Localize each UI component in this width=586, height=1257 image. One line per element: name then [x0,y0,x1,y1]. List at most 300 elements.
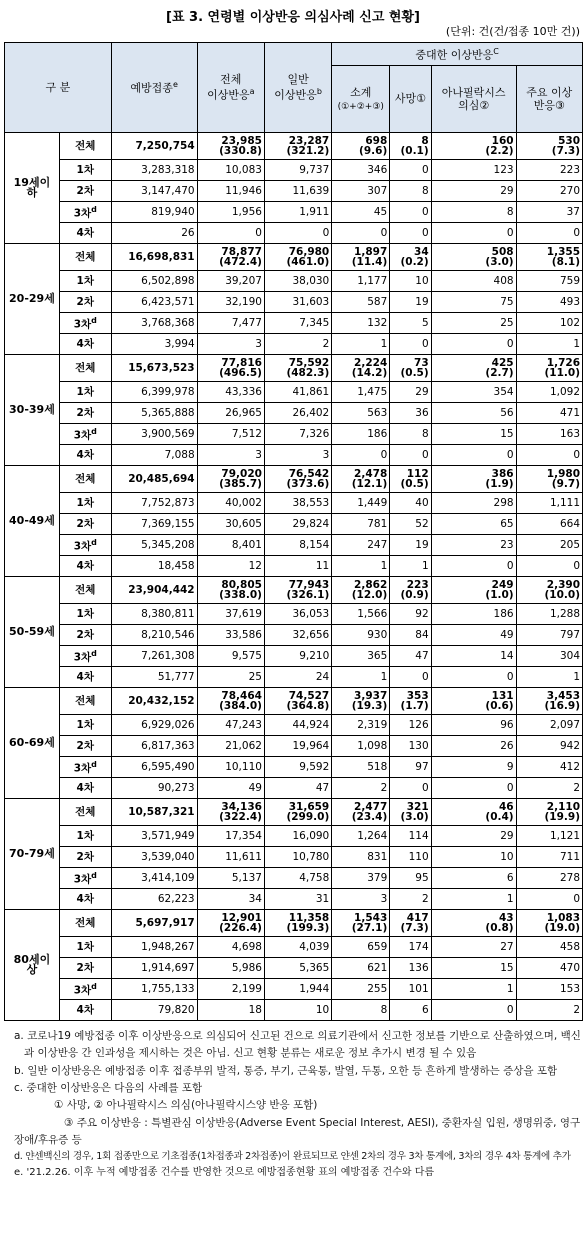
table-row [5,334,583,355]
cell-general: 4,039 [264,937,331,958]
dose-label: 1차 [59,937,111,958]
cell-major: 471 [516,403,582,424]
cell-general: 4,758 [264,868,331,889]
cell-rate: (338.0) [219,589,262,601]
cell-major: 664 [516,514,582,535]
note-c1: ① 사망, ② 아나필락시스 의심(아나필락시스양 반응 포함) [54,1099,318,1112]
dose-label: 3차$^d$ [59,313,111,334]
cell-rate: (3.0) [400,811,429,823]
cell-rate: (12.0) [351,589,388,601]
table-row [5,799,583,826]
cell-total: 40,002 [197,493,264,514]
cell-vacc: 6,423,571 [111,292,197,313]
cell-general: 5,365 [264,958,331,979]
table-row [5,826,583,847]
cell-rate: (0.1) [400,145,429,157]
cell-total: 37,619 [197,604,264,625]
cell-sub: 307 [332,181,390,202]
dose-label: 전체 [59,133,111,160]
cell-general: 41,861 [264,382,331,403]
note-d: d. 얀센백신의 경우, 1회 접종만으로 기초접종(1차접종과 2차접종)이 완료되므로 얀센 2차의 경우 3차 통계에, 3차의 경우 4차 통계에 추가 [14,1151,571,1163]
cell-general: 47 [264,778,331,799]
cell-major: 0 [516,556,582,577]
cell-vacc: 1,914,697 [111,958,197,979]
age-group-label: 80세이 상 [5,910,60,1021]
cell-vacc: 7,261,308 [111,646,197,667]
cell-general: 77,943 (326.1) [264,577,331,604]
cell-major: 1,092 [516,382,582,403]
cell-vacc: 7,250,754 [111,133,197,160]
cell-general: 76,542 (373.6) [264,466,331,493]
cell-sub: 1 [332,667,390,688]
cell-rate: (0.5) [400,367,429,379]
cell-general: 9,592 [264,757,331,778]
cell-total: 26,965 [197,403,264,424]
cell-total: 21,062 [197,736,264,757]
dose-label: 4차 [59,223,111,244]
cell-sub: 831 [332,847,390,868]
cell-death: 110 [390,847,431,868]
cell-sub: 1,098 [332,736,390,757]
cell-general: 10,780 [264,847,331,868]
cell-death: 2 [390,889,431,910]
cell-major: 1,121 [516,826,582,847]
cell-rate: (9.7) [551,478,580,490]
table-row [5,160,583,181]
table-row [5,535,583,556]
cell-general: 76,980 (461.0) [264,244,331,271]
cell-ana: 0 [431,334,516,355]
cell-sub: 2,319 [332,715,390,736]
cell-sub: 1,566 [332,604,390,625]
cell-death: 73 (0.5) [390,355,431,382]
cell-vacc: 20,432,152 [111,688,197,715]
table-row [5,625,583,646]
cell-sub: 0 [332,445,390,466]
cell-vacc: 5,697,917 [111,910,197,937]
cell-major: 1,111 [516,493,582,514]
cell-ana: 0 [431,778,516,799]
cell-sub: 781 [332,514,390,535]
cell-vacc: 3,283,318 [111,160,197,181]
cell-major: 470 [516,958,582,979]
cell-rate: (14.2) [351,367,388,379]
cell-death: 97 [390,757,431,778]
cell-death: 130 [390,736,431,757]
cell-total: 23,985 (330.8) [197,133,264,160]
cell-ana: 46 (0.4) [431,799,516,826]
cell-sub: 365 [332,646,390,667]
cell-vacc: 7,752,873 [111,493,197,514]
adverse-events-table [4,42,583,1021]
cell-rate: (330.8) [219,145,262,157]
cell-rate: (226.4) [219,922,262,934]
cell-rate: (0.5) [400,478,429,490]
table-row [5,313,583,334]
cell-rate: (199.3) [286,922,330,934]
cell-death: 0 [390,202,431,223]
cell-general: 32,656 [264,625,331,646]
cell-general: 23,287 (321.2) [264,133,331,160]
table-row [5,202,583,223]
cell-sub: 1 [332,334,390,355]
cell-total: 0 [197,223,264,244]
table-row [5,910,583,937]
cell-death: 19 [390,292,431,313]
cell-total: 17,354 [197,826,264,847]
dose-label: 2차 [59,292,111,313]
cell-total: 34,136 (322.4) [197,799,264,826]
cell-ana: 43 (0.8) [431,910,516,937]
cell-death: 36 [390,403,431,424]
cell-rate: (326.1) [286,589,330,601]
table-row [5,778,583,799]
cell-general: 44,924 [264,715,331,736]
cell-major: 1,355 (8.1) [516,244,582,271]
table-row [5,382,583,403]
cell-vacc: 51,777 [111,667,197,688]
cell-general: 1,944 [264,979,331,1000]
cell-rate: (2.7) [485,367,514,379]
header-total-ae: 전체 이상반응$^a$ [197,43,264,133]
table-row [5,466,583,493]
cell-general: 1,911 [264,202,331,223]
cell-general: 38,030 [264,271,331,292]
cell-sub: 1,543 (27.1) [332,910,390,937]
cell-total: 3 [197,334,264,355]
cell-vacc: 3,571,949 [111,826,197,847]
cell-ana: 15 [431,424,516,445]
cell-rate: (9.6) [359,145,388,157]
cell-general: 10 [264,1000,331,1021]
cell-total: 5,137 [197,868,264,889]
cell-general: 31 [264,889,331,910]
cell-vacc: 6,817,363 [111,736,197,757]
cell-vacc: 23,904,442 [111,577,197,604]
dose-label: 4차 [59,667,111,688]
cell-total: 78,464 (384.0) [197,688,264,715]
cell-major: 1 [516,334,582,355]
cell-ana: 9 [431,757,516,778]
cell-vacc: 26 [111,223,197,244]
dose-label: 1차 [59,604,111,625]
cell-rate: (19.0) [544,922,580,934]
cell-death: 8 [390,424,431,445]
cell-general: 75,592 (482.3) [264,355,331,382]
cell-sub: 45 [332,202,390,223]
cell-sub: 346 [332,160,390,181]
cell-major: 530 (7.3) [516,133,582,160]
dose-label: 2차 [59,403,111,424]
table-row [5,1000,583,1021]
cell-major: 223 [516,160,582,181]
cell-vacc: 79,820 [111,1000,197,1021]
cell-rate: (385.7) [219,478,262,490]
cell-sub: 2 [332,778,390,799]
cell-vacc: 3,147,470 [111,181,197,202]
dose-label: 전체 [59,244,111,271]
cell-general: 7,345 [264,313,331,334]
dose-label: 2차 [59,847,111,868]
dose-label: 전체 [59,799,111,826]
cell-major: 2,097 [516,715,582,736]
cell-general: 2 [264,334,331,355]
cell-total: 39,207 [197,271,264,292]
table-row [5,667,583,688]
cell-rate: (2.2) [485,145,514,157]
cell-general: 31,603 [264,292,331,313]
cell-sub: 1,897 (11.4) [332,244,390,271]
cell-sub: 2,478 (12.1) [332,466,390,493]
cell-rate: (0.9) [400,589,429,601]
cell-ana: 96 [431,715,516,736]
table-row [5,757,583,778]
cell-vacc: 7,369,155 [111,514,197,535]
table-row [5,577,583,604]
dose-label: 1차 [59,160,111,181]
cell-death: 223 (0.9) [390,577,431,604]
dose-label: 전체 [59,577,111,604]
cell-general: 9,737 [264,160,331,181]
cell-vacc: 20,485,694 [111,466,197,493]
note-a: a. 코로나19 예방접종 이후 이상반응으로 의심되어 신고된 건으로 의료기관에서 신고한 정보를 기반으로 산출하였으며, 백신과 이상반응 간 인과성을 제시하는 것은 아님. 신고 현황 분류는 새로운 정보 추가시 변경 될 수 있음 [14,1030,581,1060]
cell-ana: 26 [431,736,516,757]
cell-vacc: 3,414,109 [111,868,197,889]
cell-rate: (322.4) [219,811,262,823]
cell-major: 270 [516,181,582,202]
header-serious-ae: 중대한 이상반응$^C$ [332,43,583,66]
cell-death: 353 (1.7) [390,688,431,715]
cell-death: 126 [390,715,431,736]
cell-death: 0 [390,667,431,688]
cell-general: 38,553 [264,493,331,514]
cell-death: 29 [390,382,431,403]
cell-death: 40 [390,493,431,514]
cell-vacc: 3,539,040 [111,847,197,868]
cell-vacc: 8,380,811 [111,604,197,625]
cell-vacc: 62,223 [111,889,197,910]
cell-major: 2,390 (10.0) [516,577,582,604]
cell-general: 26,402 [264,403,331,424]
cell-sub: 2,862 (12.0) [332,577,390,604]
cell-death: 0 [390,334,431,355]
cell-total: 79,020 (385.7) [197,466,264,493]
cell-total: 80,805 (338.0) [197,577,264,604]
cell-vacc: 16,698,831 [111,244,197,271]
footnotes [4,1028,582,1182]
note-c: c. 중대한 이상반응은 다음의 사례를 포함 [14,1081,203,1094]
cell-major: 278 [516,868,582,889]
cell-major: 1,083 (19.0) [516,910,582,937]
cell-major: 304 [516,646,582,667]
cell-general: 0 [264,223,331,244]
age-group-label: 30-39세 [5,355,60,466]
cell-total: 33,586 [197,625,264,646]
cell-rate: (373.6) [286,478,330,490]
cell-ana: 298 [431,493,516,514]
cell-total: 18 [197,1000,264,1021]
cell-total: 43,336 [197,382,264,403]
table-row [5,403,583,424]
cell-ana: 0 [431,667,516,688]
table-row [5,493,583,514]
dose-label: 2차 [59,625,111,646]
age-group-label: 19세이 하 [5,133,60,244]
cell-total: 11,946 [197,181,264,202]
cell-ana: 0 [431,1000,516,1021]
cell-sub: 1,264 [332,826,390,847]
cell-sub: 132 [332,313,390,334]
cell-rate: (10.0) [544,589,580,601]
cell-general: 11,358 (199.3) [264,910,331,937]
cell-total: 9,575 [197,646,264,667]
dose-label: 전체 [59,355,111,382]
cell-death: 174 [390,937,431,958]
dose-label: 3차$^d$ [59,424,111,445]
dose-label: 4차 [59,778,111,799]
cell-ana: 56 [431,403,516,424]
cell-rate: (12.1) [351,478,388,490]
cell-total: 25 [197,667,264,688]
cell-major: 458 [516,937,582,958]
cell-rate: (23.4) [351,811,388,823]
cell-death: 8 [390,181,431,202]
cell-rate: (472.4) [219,256,262,268]
cell-major: 1 [516,667,582,688]
cell-death: 84 [390,625,431,646]
note-e: e. '21.2.26. 이후 누적 예방접종 건수를 반영한 것으로 예방접종현황 표의 예방접종 건수와 다름 [14,1167,435,1179]
cell-rate: (27.1) [351,922,388,934]
cell-ana: 131 (0.6) [431,688,516,715]
cell-major: 493 [516,292,582,313]
cell-death: 8 (0.1) [390,133,431,160]
age-group-label: 70-79세 [5,799,60,910]
cell-rate: (0.6) [485,700,514,712]
table-row [5,979,583,1000]
cell-death: 10 [390,271,431,292]
cell-death: 34 (0.2) [390,244,431,271]
cell-total: 8,401 [197,535,264,556]
cell-vacc: 5,365,888 [111,403,197,424]
cell-sub: 0 [332,223,390,244]
cell-death: 95 [390,868,431,889]
cell-sub: 563 [332,403,390,424]
header-subtotal: 소계 (①+②+③) [332,66,390,133]
cell-general: 29,824 [264,514,331,535]
cell-major: 942 [516,736,582,757]
cell-ana: 29 [431,826,516,847]
table-row [5,958,583,979]
cell-ana: 354 [431,382,516,403]
cell-sub: 587 [332,292,390,313]
cell-ana: 29 [431,181,516,202]
cell-vacc: 6,502,898 [111,271,197,292]
cell-ana: 408 [431,271,516,292]
cell-vacc: 15,673,523 [111,355,197,382]
cell-total: 3 [197,445,264,466]
cell-death: 5 [390,313,431,334]
dose-label: 1차 [59,826,111,847]
cell-rate: (364.8) [286,700,330,712]
cell-sub: 3 [332,889,390,910]
dose-label: 2차 [59,514,111,535]
cell-total: 12 [197,556,264,577]
cell-major: 0 [516,445,582,466]
table-row [5,889,583,910]
cell-rate: (1.0) [485,589,514,601]
note-c2: ③ 주요 이상반응 : 특별관심 이상반응(Adverse Event Special Interest, AESI), 중환자실 입원, 생명위중, 영구장애/후유증 등 [14,1116,581,1146]
age-group-label: 60-69세 [5,688,60,799]
cell-general: 31,659 (299.0) [264,799,331,826]
table-row [5,244,583,271]
cell-sub: 186 [332,424,390,445]
cell-vacc: 819,940 [111,202,197,223]
cell-total: 2,199 [197,979,264,1000]
dose-label: 4차 [59,445,111,466]
dose-label: 4차 [59,1000,111,1021]
dose-label: 전체 [59,466,111,493]
cell-total: 32,190 [197,292,264,313]
cell-major: 37 [516,202,582,223]
cell-major: 412 [516,757,582,778]
cell-vacc: 6,399,978 [111,382,197,403]
cell-rate: (321.2) [286,145,330,157]
cell-sub: 1,177 [332,271,390,292]
cell-ana: 0 [431,556,516,577]
cell-general: 8,154 [264,535,331,556]
cell-ana: 49 [431,625,516,646]
cell-sub: 255 [332,979,390,1000]
cell-death: 52 [390,514,431,535]
table-title: [표 3. 연령별 이상반응 의심사례 신고 현황] [166,10,420,25]
header-general-ae: 일반 이상반응$^b$ [264,43,331,133]
table-row [5,514,583,535]
cell-death: 417 (7.3) [390,910,431,937]
cell-ana: 75 [431,292,516,313]
cell-total: 78,877 (472.4) [197,244,264,271]
cell-total: 11,611 [197,847,264,868]
cell-ana: 425 (2.7) [431,355,516,382]
cell-general: 7,326 [264,424,331,445]
cell-rate: (384.0) [219,700,262,712]
cell-ana: 249 (1.0) [431,577,516,604]
cell-total: 7,477 [197,313,264,334]
cell-general: 74,527 (364.8) [264,688,331,715]
dose-label: 4차 [59,889,111,910]
note-b: b. 일반 이상반응은 예방접종 이후 접종부위 발적, 통증, 부기, 근육통, 발열, 두통, 오한 등 흔하게 발생하는 증상을 포함 [14,1064,558,1077]
cell-vacc: 5,345,208 [111,535,197,556]
table-row [5,646,583,667]
cell-sub: 247 [332,535,390,556]
cell-total: 34 [197,889,264,910]
cell-vacc: 10,587,321 [111,799,197,826]
dose-label: 3차$^d$ [59,646,111,667]
cell-ana: 186 [431,604,516,625]
cell-vacc: 6,595,490 [111,757,197,778]
cell-death: 136 [390,958,431,979]
cell-ana: 65 [431,514,516,535]
cell-total: 49 [197,778,264,799]
cell-total: 10,083 [197,160,264,181]
cell-ana: 15 [431,958,516,979]
cell-total: 77,816 (496.5) [197,355,264,382]
cell-major: 1,980 (9.7) [516,466,582,493]
cell-rate: (1.7) [400,700,429,712]
table-row [5,292,583,313]
table-row [5,133,583,160]
dose-label: 전체 [59,910,111,937]
cell-ana: 25 [431,313,516,334]
